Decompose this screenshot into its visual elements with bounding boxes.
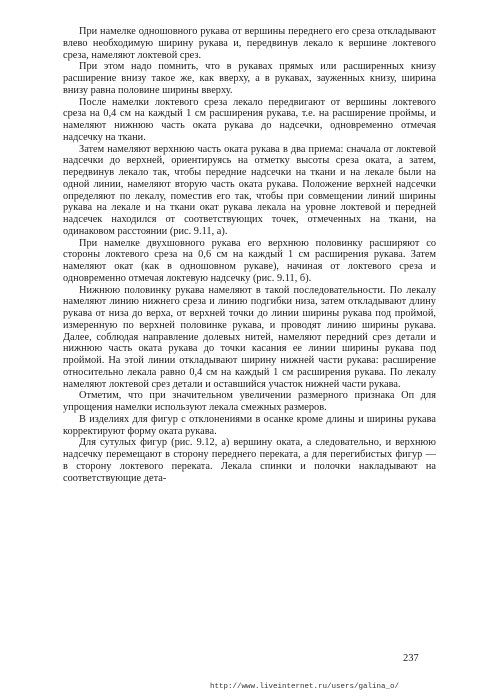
paragraph: Нижнюю половинку рукава намеляют в такой последовательности. По лекалу намеляют линию нижнего среза и линию подгибки низа, затем откладывают длину рукава от низа до верха, от верхней точки до линии ширины рукава под проймой, измеренную по верхней половинке рукава, и проводят линию ширины рукава. Далее, соблюдая направление долевых нитей, намеляют передний срез детали и нижнюю часть оката рукава до точки касания ее линии ширины рукава под проймой. На этой линии откладывают ширину нижней части рукава: расширение относительно лекала равно 0,4 см на каждый 1 см расширения рукава. По лекалу намеляют локтевой срез детали и оставшийся участок нижней части рукава. [63,284,436,390]
paragraph: При намелке двухшовного рукава его верхнюю половинку расширяют со стороны локтевого среза на 0,6 см на каждый 1 см расширения рукава. Затем намеляют окат (как в одношовном рукаве), начиная от локтевого среза и одновременно отмечая локтевую надсечку (рис. 9.11, б). [63,237,436,284]
footer-url: http://www.liveinternet.ru/users/galina_o/ [210,683,400,691]
paragraph: После намелки локтевого среза лекало передвигают от вершины локтевого среза на 0,4 см на каждый 1 см расширения рукава, т.е. на расширение проймы, и намеляют нижнюю часть оката рукава до надсечки, одновременно отмечая надсечку на ткани. [63,96,436,143]
paragraph: В изделиях для фигур с отклонениями в осанке кроме длины и ширины рукава корректируют форму оката рукава. [63,413,436,437]
paragraph: Для сутулых фигур (рис. 9.12, а) вершину оката, а следовательно, и верхнюю надсечку перемещают в сторону переднего переката, а для перегибистых фигур — в сторону локтевого переката. Лекала спинки и полочки накладывают на соответствующие дета- [63,437,436,484]
paragraph: При этом надо помнить, что в рукавах прямых или расширенных книзу расширение внизу такое же, как вверху, а в рукавах, зауженных книзу, ширина внизу равна половине ширины вверху. [63,61,436,96]
page-body [63,26,436,484]
paragraph: Отметим, что при значительном увеличении размерного признака Оп для упрощения намелки используют лекала смежных размеров. [63,390,436,413]
page-number: 237 [403,653,419,664]
paragraph: Затем намеляют верхнюю часть оката рукава в два приема: сначала от локтевой надсечки до верхней, ориентируясь на отметку высоты среза оката, а затем, передвинув лекало так, чтобы передние надсечки на ткани и на лекале были на одной линии, намеляют вторую часть оката рукава. Положение верхней надсечки определяют по лекалу, поместив его так, чтобы при совмещении линий ширины рукава на лекале и на ткани окат рукава лекала на уровне локтевой и передней надсечек находился от соответствующих точек, отмеченных на ткани, на одинаковом расстоянии (рис. 9.11, а). [63,143,436,237]
paragraph: При намелке одношовного рукава от вершины переднего его среза откладывают влево необходимую ширину рукава и, передвинув лекало к вершине локтевого среза, намеляют локтевой срез. [63,26,436,61]
